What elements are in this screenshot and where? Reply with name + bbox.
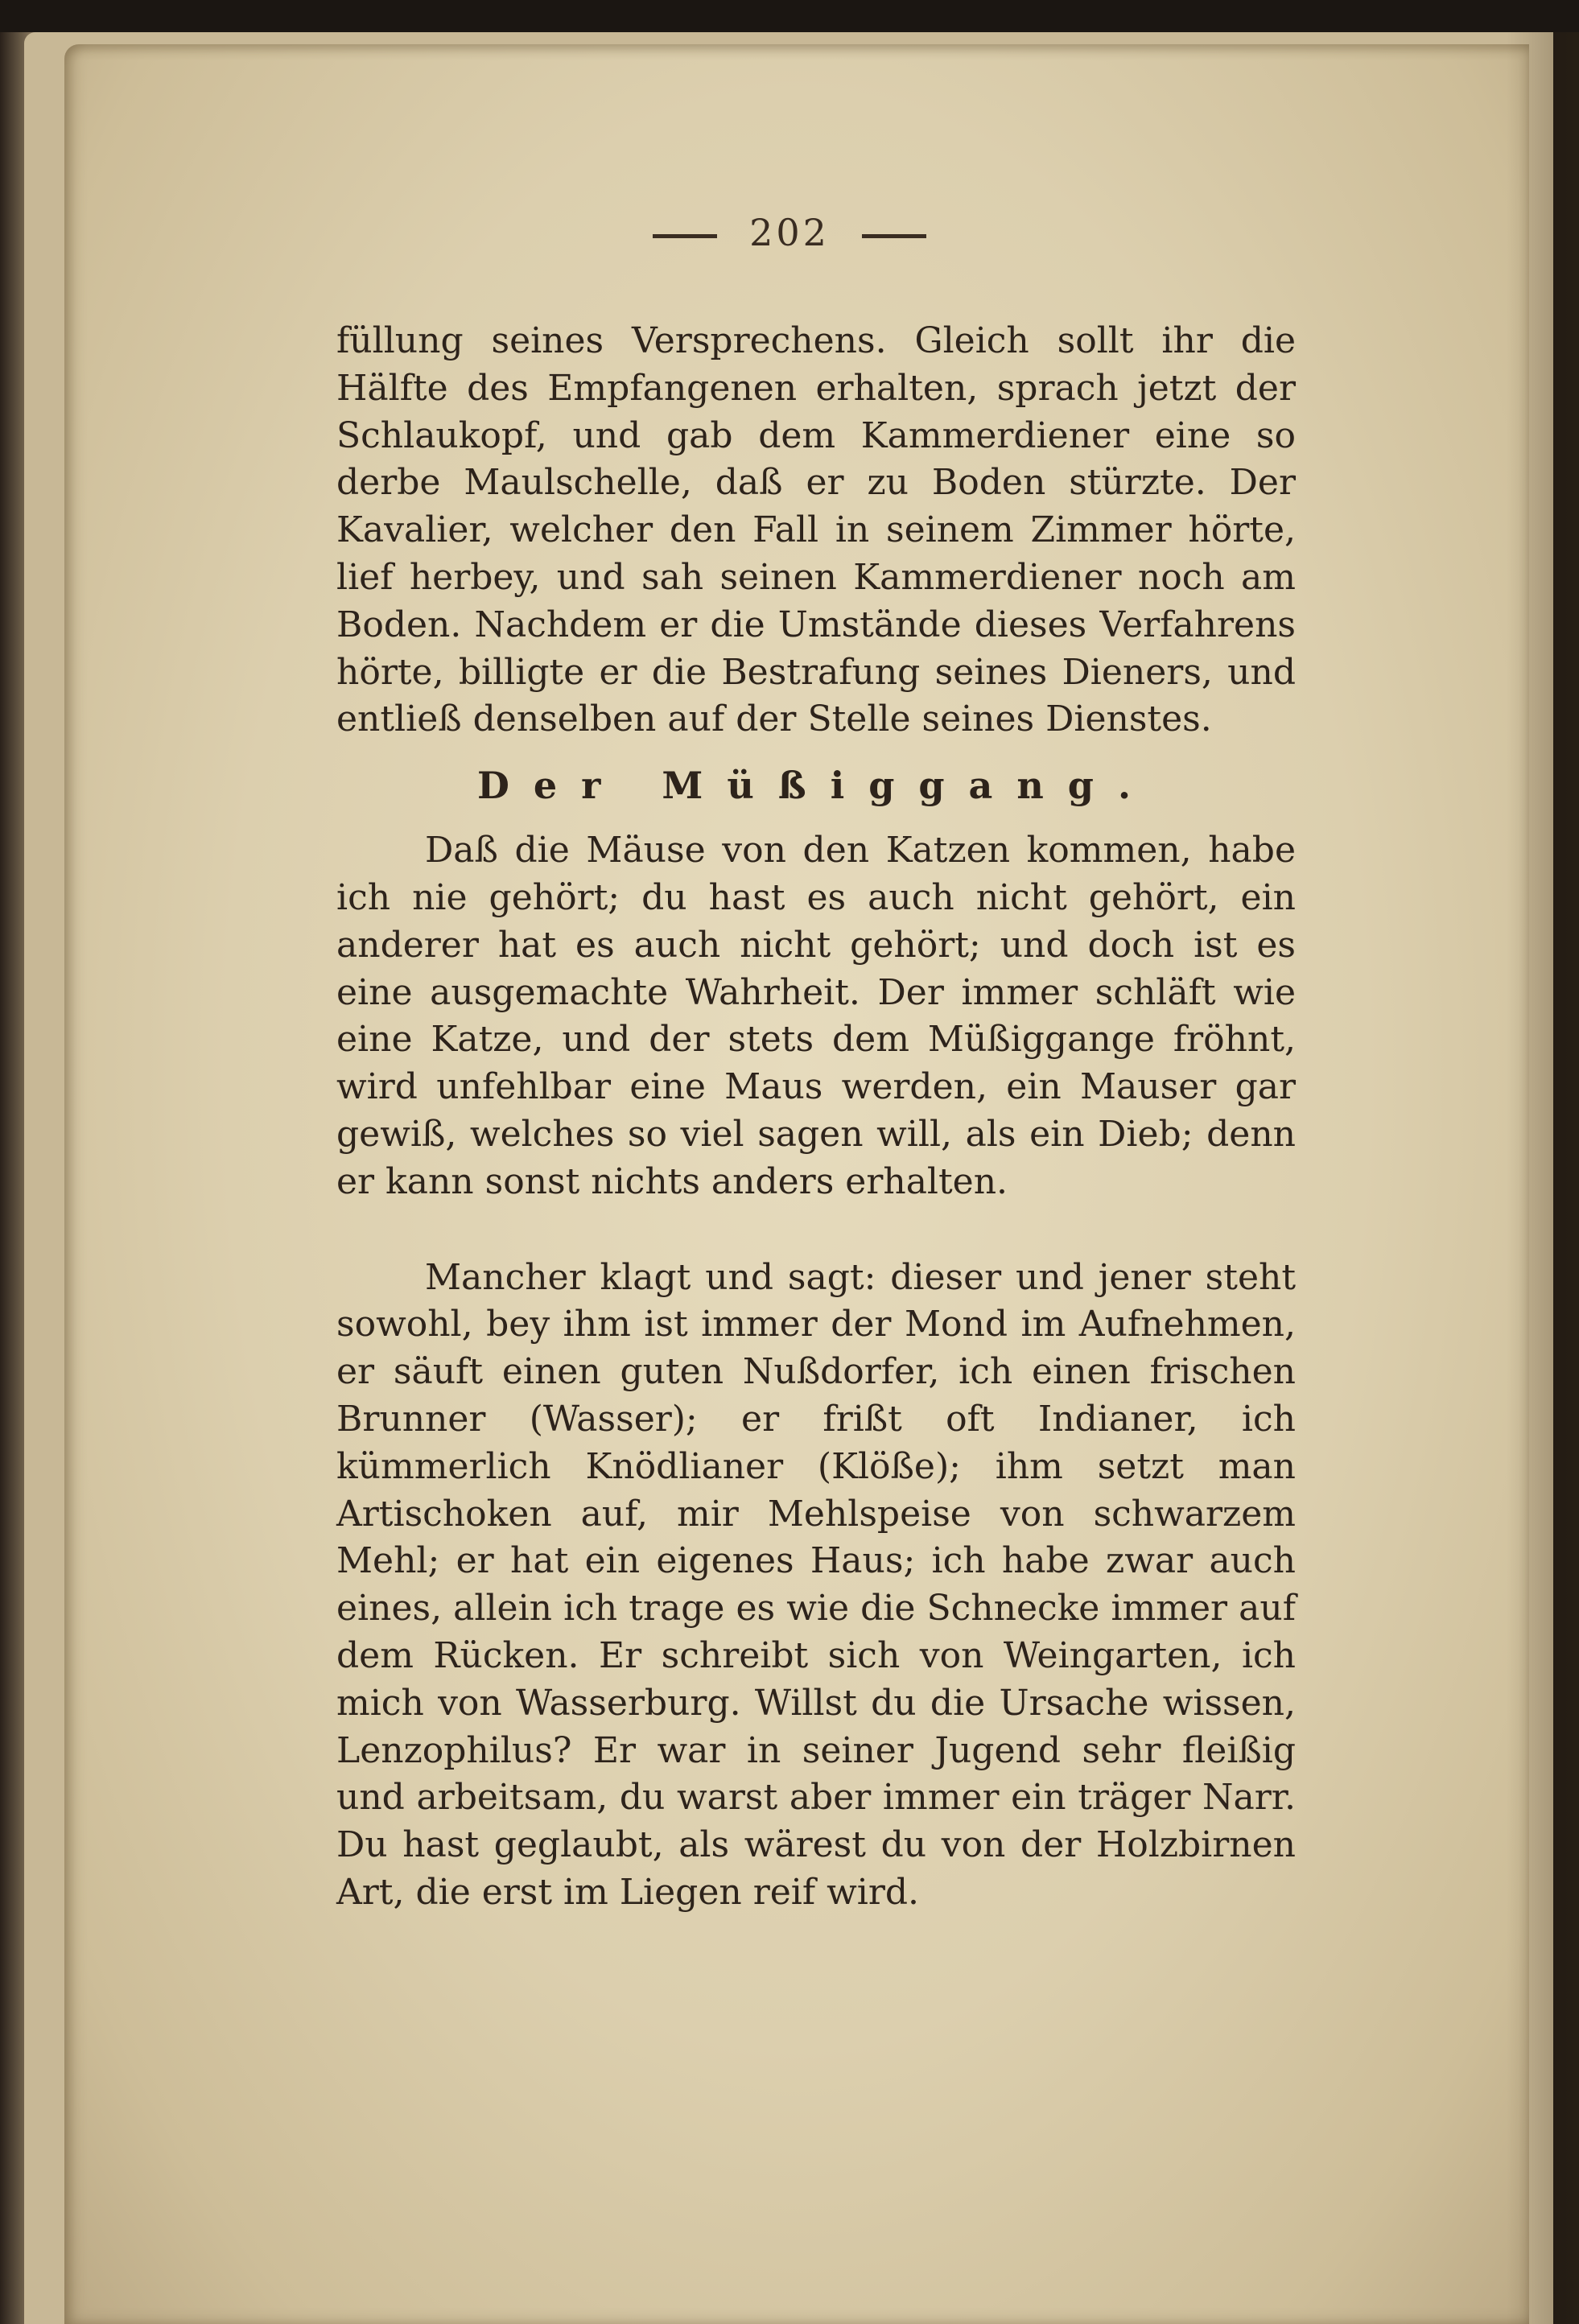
- section-heading: Der Müßiggang.: [477, 764, 1155, 808]
- page-shadow: [1507, 32, 1579, 2324]
- page-header: [0, 211, 1579, 254]
- page-body: [336, 318, 1296, 1917]
- page-number: 202: [749, 211, 830, 254]
- paragraph-continuation: füllung seines Versprechens. Gleich sollt ihr die Hälfte des Empfangenen erhalten, sprach jetzt der Schlaukopf, und gab dem Kammerdiener eine so derbe Maulschelle, daß er zu Boden stürzte. Der Kavalier, welcher den Fall in seinem Zimmer hörte, lief herbey, und sah seinen Kammerdiener noch am Boden. Nachdem er die Umstände dieses Verfahrens hörte, billigte er die Bestrafung seines Dieners, und entließ denselben auf der Stelle seines Dienstes.: [336, 320, 1296, 740]
- header-ornament-left: [653, 234, 717, 238]
- paragraph-complaint: Mancher klagt und sagt: dieser und jener steht sowohl, bey ihm ist immer der Mond im Aufnehmen, er säuft einen guten Nußdorfer, ich einen frischen Brunner (Wasser); er frißt oft Indianer, ich kümmerlich Knödlianer (Klöße); ihm setzt man Artischoken auf, mir Mehlspeise von schwarzem Mehl; er hat ein eigenes Haus; ich habe zwar auch eines, allein ich trage es wie die Schnecke immer auf dem Rücken. Er schreibt sich von Weingarten, ich mich von Wasserburg. Willst du die Ursache wissen, Lenzophilus? Er war in seiner Jugend sehr fleißig und arbeitsam, du warst aber immer ein träger Narr. Du hast geglaubt, als wärest du von der Holzbirnen Art, die erst im Liegen reif wird.: [336, 1256, 1296, 1913]
- paragraph-mice: Daß die Mäuse von den Katzen kommen, habe ich nie gehört; du hast es auch nicht gehört, ein anderer hat es auch nicht gehört; und doch ist es eine ausgemachte Wahrheit. Der immer schläft wie eine Katze, und der stets dem Müßiggange fröhnt, wird unfehlbar eine Maus werden, ein Mauser gar gewiß, welches so viel sagen will, als ein Dieb; denn er kann sonst nichts anders erhalten.: [336, 830, 1296, 1202]
- header-ornament-right: [862, 234, 926, 238]
